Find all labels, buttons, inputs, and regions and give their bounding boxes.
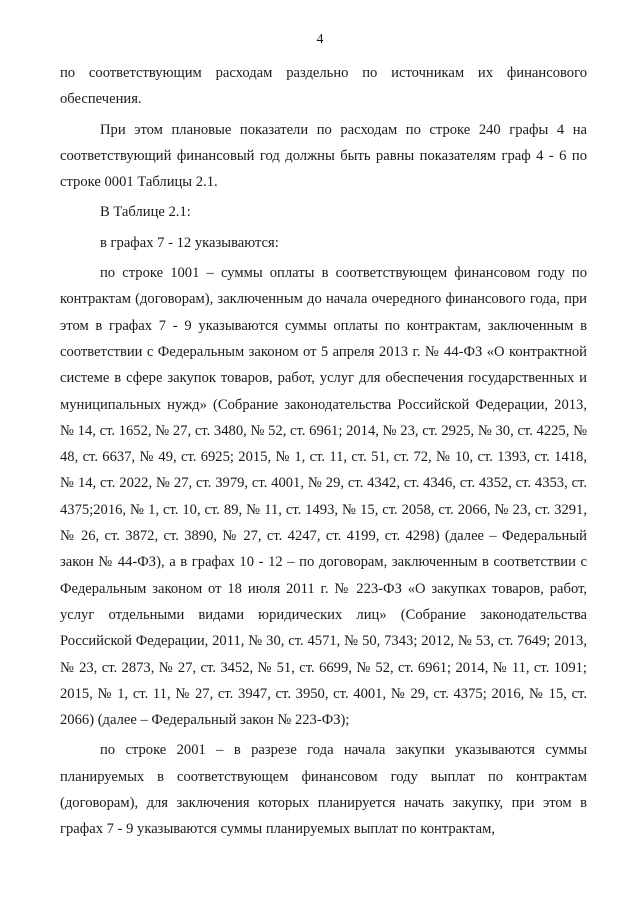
paragraph-columns-7-12: в графах 7 - 12 указываются: [100, 234, 279, 251]
document-body [60, 60, 587, 843]
paragraph-line-2001: по строке 2001 – в разрезе года начала закупки указываются суммы планируемых в соответствующем финансовом году выплат по контрактам (договорам), для заключения которых планируется начать закупку, при этом в графах 7 - 9 указываются суммы планируемых выплат по контрактам, [60, 742, 587, 838]
paragraph-funding-sources: по соответствующим расходам раздельно по источникам их финансового обеспечения. [60, 65, 587, 108]
page-number: 4 [316, 32, 324, 47]
paragraph-table-heading: В Таблице 2.1: [100, 204, 191, 221]
paragraph-line-1001: по строке 1001 – суммы оплаты в соответствующем финансовом году по контрактам (договорам), заключенным до начала очередного финансового года, при этом в графах 7 - 9 указываются суммы оплаты по контрактам, заключенным в соответствии с Федеральным законом от 5 апреля 2013 г. № 44-ФЗ «О контрактной системе в сфере закупок товаров, работ, услуг для обеспечения государственных и муниципальных нужд» (Собрание законодательства Российской Федерации, 2013, № 14, ст. 1652, № 27, ст. 3480, № 52, ст. 6961; 2014, № 23, ст. 2925, № 30, ст. 4225, № 48, ст. 6637, № 49, ст. 6925; 2015, № 1, ст. 11, ст. 51, ст. 72, № 10, ст. 1393, ст. 1418, № 14, ст. 2022, № 27, ст. 3979, ст. 4001, № 29, ст. 4342, ст. 4346, ст. 4352, ст. 4353, ст. 4375;2016, № 1, ст. 10, ст. 89, № 11, ст. 1493, № 15, ст. 2058, ст. 2066, № 23, ст. 3291, № 26, ст. 3872, ст. 3890, № 27, ст. 4247, ст. 4199, ст. 4298) (далее – Федеральный закон № 44-ФЗ), а в графах 10 - 12 – по договорам, заключенным в соответствии с Федеральным законом от 18 июля 2011 г. № 223-ФЗ «О закупках товаров, работ, услуг отдельными видами юридических лиц» (Собрание законодательства Российской Федерации, 2011, № 30, ст. 4571, № 50, 7343; 2012, № 53, ст. 7649; 2013, № 23, ст. 2873, № 27, ст. 3452, № 51, ст. 6699, № 52, ст. 6961; 2014, № 11, ст. 1091; 2015, № 1, ст. 11, № 27, ст. 3947, ст. 3950, ст. 4001, № 29, ст. 4375; 2016, № 15, ст. 2066) (далее – Федеральный закон № 223-ФЗ); [60, 265, 587, 729]
paragraph-planned-indicators: При этом плановые показатели по расходам по строке 240 графы 4 на соответствующий финансовый год должны быть равны показателям граф 4 - 6 по строке 0001 Таблицы 2.1. [60, 121, 587, 191]
